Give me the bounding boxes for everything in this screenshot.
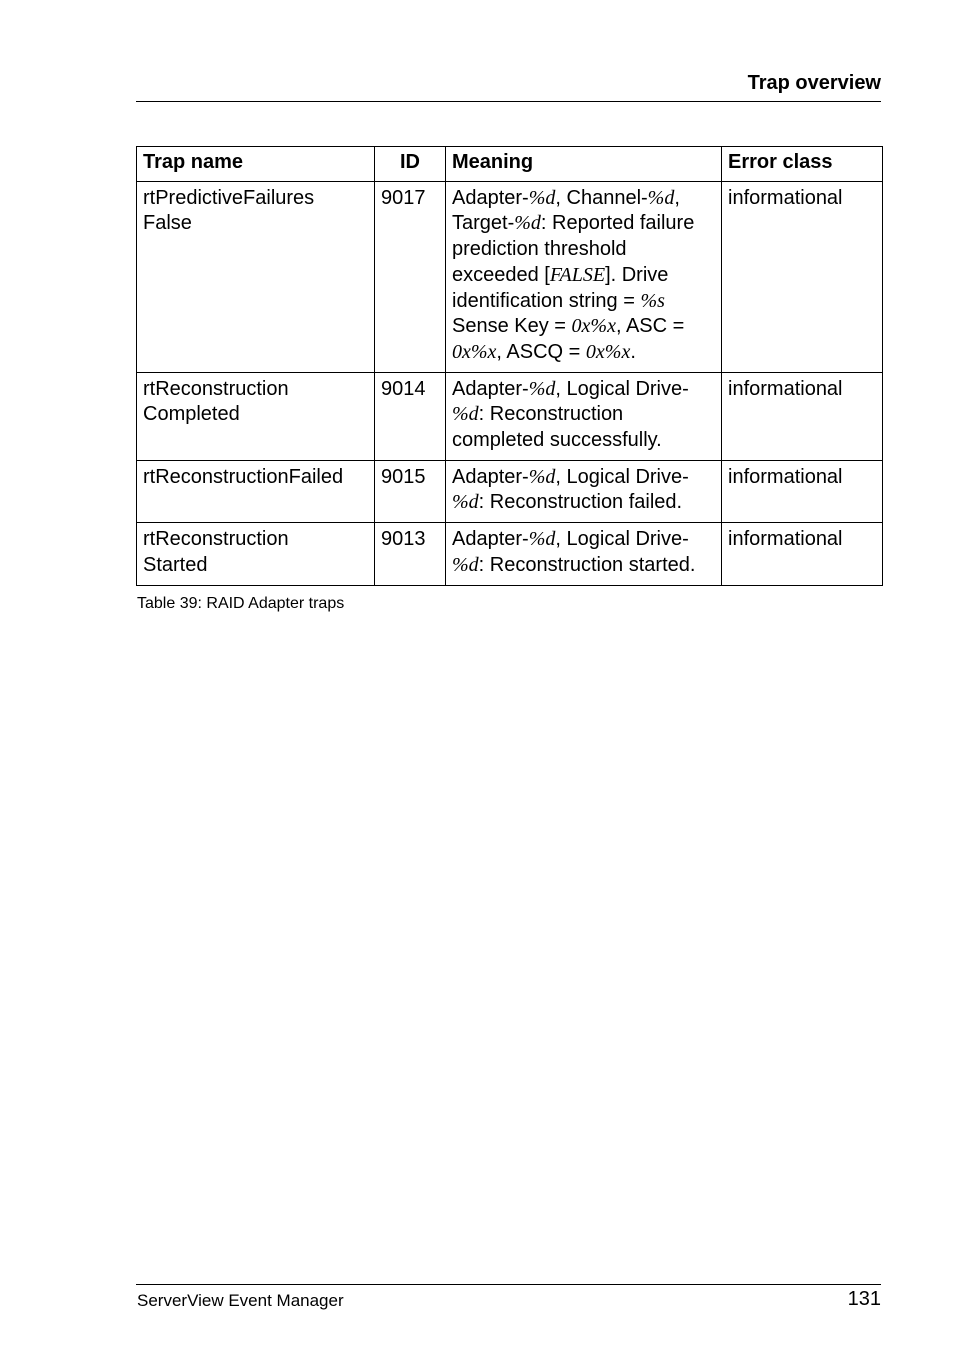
meaning-variable: %d bbox=[528, 377, 556, 400]
cell-trap-id: 9014 bbox=[375, 372, 446, 460]
header-rule bbox=[136, 101, 881, 102]
footer-rule bbox=[136, 1284, 881, 1285]
meaning-variable: FALSE bbox=[549, 263, 606, 286]
meaning-text: , ASC = bbox=[615, 315, 685, 338]
meaning-text: , Logical Drive- bbox=[555, 528, 689, 551]
meaning-text: exceeded [ bbox=[452, 263, 550, 286]
meaning-text: : Reported failure bbox=[540, 212, 695, 235]
meaning-text: Sense Key = bbox=[452, 315, 572, 338]
column-header-meaning: Meaning bbox=[446, 147, 722, 182]
meaning-text: completed successfully. bbox=[452, 429, 662, 452]
meaning-text: , Logical Drive- bbox=[555, 465, 689, 488]
trap-name-part: False bbox=[143, 212, 192, 235]
meaning-text: , bbox=[674, 186, 680, 209]
meaning-variable: %d bbox=[528, 186, 556, 209]
table-header-row bbox=[137, 147, 883, 182]
cell-trap-id: 9017 bbox=[375, 181, 446, 372]
meaning-variable: %d bbox=[452, 553, 479, 576]
meaning-text: Adapter- bbox=[452, 528, 529, 551]
meaning-variable: 0x%x bbox=[585, 340, 631, 363]
trap-name-part: rtPredictiveFailures bbox=[143, 186, 315, 209]
meaning-text: . bbox=[630, 340, 636, 363]
cell-trap-name bbox=[137, 372, 375, 460]
meaning-text: Adapter- bbox=[452, 465, 529, 488]
meaning-variable: %d bbox=[452, 491, 479, 514]
trap-name-part: rtReconstruction bbox=[143, 377, 289, 400]
meaning-text: ]. Drive bbox=[605, 263, 669, 286]
cell-trap-name bbox=[137, 460, 375, 522]
cell-meaning bbox=[446, 523, 722, 585]
cell-trap-id: 9015 bbox=[375, 460, 446, 522]
meaning-variable: %d bbox=[514, 212, 541, 235]
meaning-text: : Reconstruction failed. bbox=[478, 491, 683, 514]
table-row bbox=[137, 181, 883, 372]
meaning-text: , Channel- bbox=[555, 186, 648, 209]
trap-name-part: rtReconstruction bbox=[143, 528, 289, 551]
column-header-trap-name: Trap name bbox=[137, 147, 375, 182]
meaning-variable: %s bbox=[640, 289, 665, 312]
meaning-text: Adapter- bbox=[452, 186, 529, 209]
column-header-id: ID bbox=[375, 147, 446, 182]
cell-error-class: informational bbox=[722, 372, 883, 460]
meaning-text: prediction threshold bbox=[452, 238, 627, 261]
meaning-variable: %d bbox=[647, 186, 675, 209]
table-row bbox=[137, 460, 883, 522]
table-caption: Table 39: RAID Adapter traps bbox=[137, 595, 345, 612]
page-header-title: Trap overview bbox=[747, 72, 881, 94]
trap-name-part: Completed bbox=[143, 403, 240, 426]
meaning-text: , Logical Drive- bbox=[555, 377, 689, 400]
cell-meaning bbox=[446, 460, 722, 522]
meaning-text: Target- bbox=[452, 212, 515, 235]
meaning-text: , ASCQ = bbox=[496, 340, 586, 363]
trap-name-part: rtReconstructionFailed bbox=[143, 465, 344, 488]
footer-product-name: ServerView Event Manager bbox=[137, 1291, 344, 1310]
meaning-variable: %d bbox=[452, 403, 479, 426]
meaning-text: : Reconstruction started. bbox=[478, 553, 696, 576]
table-row bbox=[137, 372, 883, 460]
footer-page-number: 131 bbox=[847, 1288, 881, 1310]
cell-meaning bbox=[446, 372, 722, 460]
raid-adapter-traps-table bbox=[136, 146, 883, 586]
cell-trap-id: 9013 bbox=[375, 523, 446, 585]
trap-name-part: Started bbox=[143, 553, 208, 576]
cell-error-class: informational bbox=[722, 523, 883, 585]
table-body bbox=[137, 181, 883, 585]
meaning-text: : Reconstruction bbox=[478, 403, 624, 426]
column-header-error-class: Error class bbox=[722, 147, 883, 182]
cell-trap-name bbox=[137, 523, 375, 585]
meaning-variable: %d bbox=[528, 528, 556, 551]
meaning-variable: 0x%x bbox=[571, 315, 616, 338]
meaning-variable: %d bbox=[528, 465, 556, 488]
cell-error-class: informational bbox=[722, 181, 883, 372]
meaning-variable: 0x%x bbox=[452, 340, 497, 363]
cell-trap-name bbox=[137, 181, 375, 372]
meaning-text: identification string = bbox=[452, 289, 641, 312]
table-row bbox=[137, 523, 883, 585]
meaning-text: Adapter- bbox=[452, 377, 529, 400]
cell-meaning bbox=[446, 181, 722, 372]
cell-error-class: informational bbox=[722, 460, 883, 522]
